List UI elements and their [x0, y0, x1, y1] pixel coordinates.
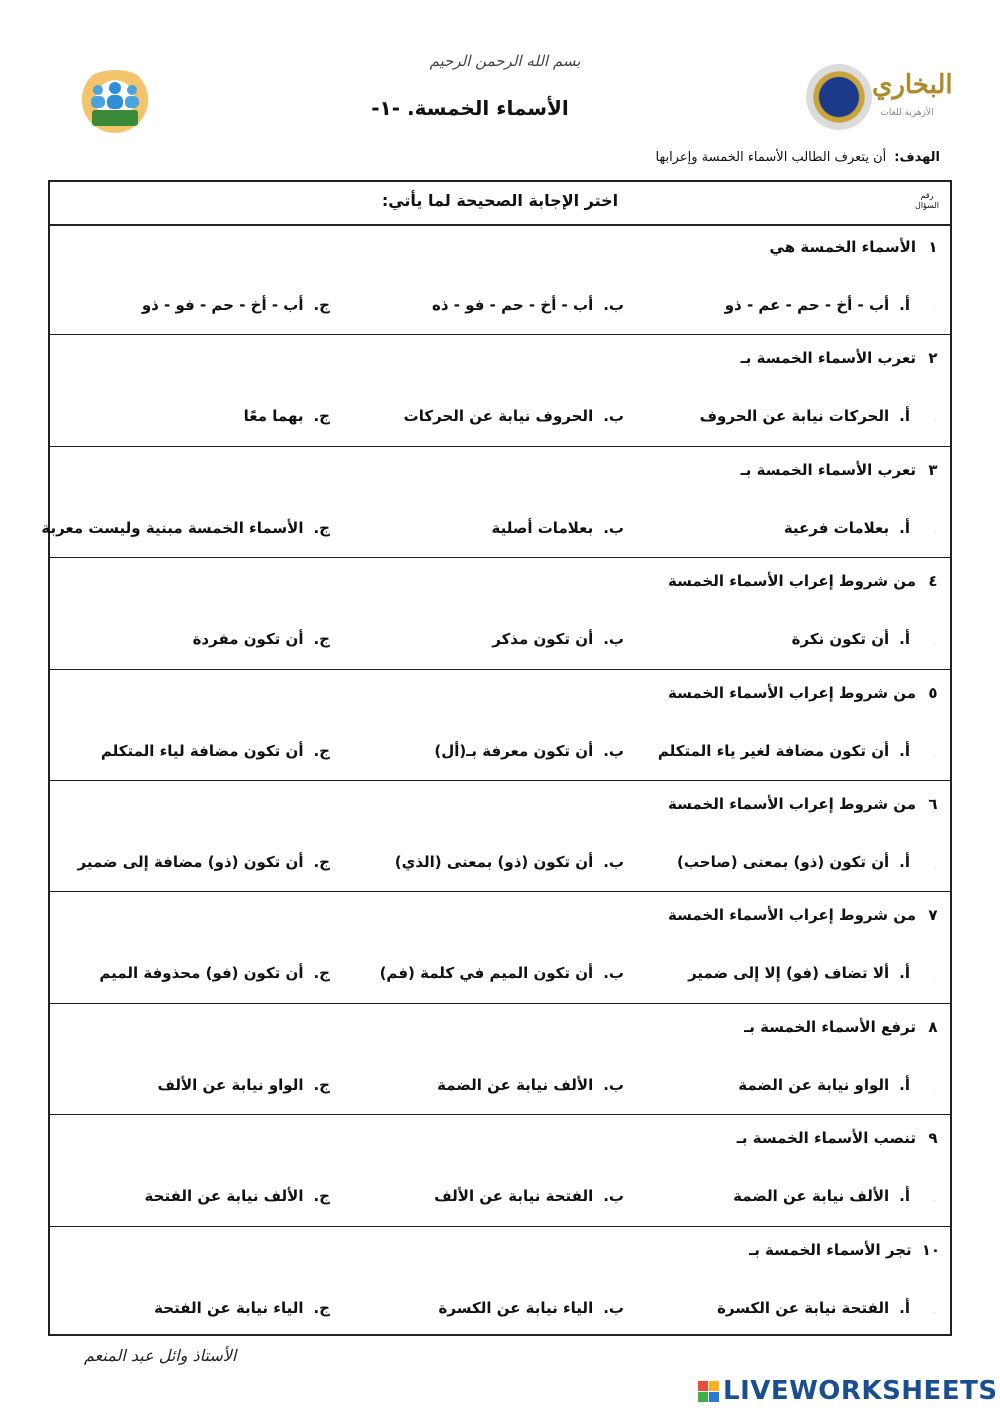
option-c[interactable] [99, 964, 330, 982]
people-icon [86, 82, 144, 110]
option-text: بعلامات أصلية [491, 518, 594, 537]
answer-marker-icon: · [933, 1308, 936, 1318]
option-text: أن تكون مذكر [492, 630, 594, 649]
option-letter: ج. [313, 296, 330, 314]
option-letter: ب. [603, 1298, 624, 1317]
question-stem [741, 349, 940, 367]
option-text: الياء نيابة عن الفتحة [154, 1298, 304, 1317]
question-text: من شروط إعراب الأسماء الخمسة [667, 683, 916, 702]
option-text: الأسماء الخمسة مبنية وليست معربة [41, 518, 304, 537]
question-number: ٤ [928, 572, 938, 591]
option-letter: ج. [313, 1075, 330, 1094]
question-stem [668, 572, 940, 590]
goal-label: الهدف: [894, 150, 940, 165]
option-text: أن تكون نكرة [791, 630, 890, 649]
question-stem [668, 684, 940, 702]
option-c[interactable] [142, 296, 330, 314]
option-text: الفتحة نيابة عن الكسرة [717, 1298, 890, 1317]
option-b[interactable] [439, 1299, 624, 1317]
institute-logo-text: البخاري [872, 70, 953, 100]
option-c[interactable] [154, 1299, 330, 1317]
question-row [41, 447, 950, 558]
answer-marker-icon: · [933, 528, 936, 538]
option-text: أن تكون (ذو) مضافة إلى ضمير [77, 853, 304, 871]
answer-marker-icon: · [933, 417, 936, 427]
question-number: ١٠ [921, 1240, 940, 1259]
school-logo-left [72, 70, 158, 136]
option-text: الحركات نيابة عن الحروف [699, 407, 890, 426]
option-letter: أ. [899, 1298, 910, 1317]
option-c[interactable] [41, 519, 330, 537]
option-text: الألف نيابة عن الفتحة [144, 1187, 304, 1206]
question-text: من شروط إعراب الأسماء الخمسة [667, 906, 916, 925]
option-c[interactable] [244, 407, 330, 425]
option-letter: أ. [899, 853, 910, 871]
option-text: الألف نيابة عن الضمة [733, 1187, 890, 1206]
option-text: أن تكون معرفة بـ(أل) [434, 741, 594, 760]
option-b[interactable] [432, 296, 624, 314]
option-a[interactable] [792, 630, 910, 648]
question-stem [737, 1129, 940, 1147]
option-b[interactable] [492, 630, 624, 648]
option-text: الواو نيابة عن الضمة [738, 1075, 890, 1094]
option-c[interactable] [158, 1076, 331, 1094]
option-text: أن تكون مضافة لياء المتكلم [100, 741, 304, 760]
option-letter: أ. [899, 741, 910, 760]
question-stem [668, 906, 940, 924]
page-title: الأسماء الخمسة. -١- [371, 96, 569, 120]
option-letter: أ. [899, 518, 910, 537]
liveworksheets-brand: LIVEWORKSHEETS [723, 1376, 998, 1406]
option-c[interactable] [145, 1187, 330, 1205]
instruction: اختر الإجابة الصحيحة لما يأتي: [381, 191, 619, 210]
option-a[interactable] [700, 407, 910, 425]
option-letter: ب. [603, 741, 624, 760]
option-a[interactable] [784, 519, 910, 537]
question-stem [744, 1018, 940, 1036]
question-number: ٩ [928, 1129, 938, 1148]
question-row [50, 1115, 950, 1226]
option-b[interactable] [434, 742, 624, 760]
option-a[interactable] [738, 1076, 910, 1094]
option-text: أب - أخ - حم - فو - ذو [141, 296, 304, 314]
question-number: ٢ [928, 349, 938, 368]
liveworksheets-icon [698, 1381, 719, 1402]
option-letter: ب. [603, 296, 624, 314]
option-letter: ج. [313, 964, 330, 983]
question-row [50, 1227, 950, 1338]
option-c[interactable] [193, 630, 330, 648]
option-text: أب - أخ - حم - فو - ذه [432, 296, 594, 314]
option-letter: ب. [603, 407, 624, 426]
option-a[interactable] [677, 853, 910, 871]
option-letter: أ. [899, 1187, 910, 1206]
option-text: أن تكون الميم في كلمة (فم) [379, 964, 594, 983]
option-letter: ج. [313, 1187, 330, 1206]
teacher-signature: الأستاذ وائل عبد المنعم [84, 1346, 237, 1365]
option-a[interactable] [717, 1299, 910, 1317]
question-text: ترفع الأسماء الخمسة بـ [744, 1017, 916, 1036]
question-stem [741, 461, 940, 479]
option-text: الألف نيابة عن الضمة [437, 1075, 594, 1094]
option-b[interactable] [492, 519, 624, 537]
option-text: بعلامات فرعية [783, 518, 890, 537]
answer-marker-icon: · [933, 306, 936, 315]
question-number: ٣ [928, 460, 938, 479]
goal-text: أن يتعرف الطالب الأسماء الخمسة وإعرابها [655, 150, 887, 165]
option-text: أب - أخ - حم - عم - ذو [724, 296, 890, 314]
book-icon [92, 110, 138, 126]
question-stem [749, 1241, 940, 1259]
question-row [50, 1004, 950, 1115]
option-letter: ب. [603, 853, 624, 871]
question-number: ١ [928, 238, 938, 256]
option-letter: ب. [603, 630, 624, 649]
answer-marker-icon: · [933, 1197, 936, 1207]
question-stem [770, 238, 940, 256]
option-b[interactable] [437, 1076, 624, 1094]
question-text: تعرب الأسماء الخمسة بـ [740, 460, 916, 479]
option-letter: ب. [603, 964, 624, 983]
option-text: أن تكون (ذو) بمعنى (صاحب) [677, 853, 890, 871]
answer-marker-icon: · [933, 863, 936, 872]
question-number: ٧ [928, 906, 938, 925]
option-a[interactable] [688, 964, 910, 982]
question-row [50, 781, 950, 892]
questions-table [41, 180, 952, 1336]
option-text: بهما معًا [243, 407, 304, 426]
option-a[interactable] [733, 1187, 910, 1205]
question-text: الأسماء الخمسة هي [769, 238, 916, 256]
question-number-label: رقم السؤال [915, 191, 939, 210]
answer-marker-icon: · [933, 751, 936, 761]
option-c[interactable] [101, 742, 330, 760]
option-b[interactable] [434, 1187, 624, 1205]
option-letter: ج. [313, 741, 330, 760]
option-letter: أ. [899, 964, 910, 983]
option-letter: ب. [603, 1187, 624, 1206]
option-letter: ج. [313, 1298, 330, 1317]
question-text: من شروط إعراب الأسماء الخمسة [667, 572, 916, 591]
liveworksheets-logo [698, 1376, 998, 1406]
option-text: الفتحة نيابة عن الألف [434, 1187, 594, 1206]
option-text: أن تكون (فو) محذوفة الميم [99, 964, 304, 983]
goal-line [656, 150, 941, 165]
option-letter: أ. [899, 1075, 910, 1094]
question-text: تجر الأسماء الخمسة بـ [749, 1240, 912, 1259]
answer-marker-icon: · [933, 1085, 936, 1095]
option-text: أن تكون مضافة لغير ياء المتكلم [657, 741, 890, 760]
option-letter: أ. [899, 630, 910, 649]
option-c[interactable] [78, 853, 330, 871]
option-a[interactable] [658, 742, 910, 760]
question-text: من شروط إعراب الأسماء الخمسة [667, 795, 916, 813]
question-row [50, 224, 950, 335]
answer-marker-icon: · [933, 974, 936, 984]
option-letter: ب. [603, 1075, 624, 1094]
option-a[interactable] [725, 296, 910, 314]
option-b[interactable] [380, 964, 624, 982]
option-text: الحروف نيابة عن الحركات [403, 407, 594, 426]
option-letter: ج. [313, 407, 330, 426]
option-letter: أ. [899, 296, 910, 314]
option-letter: ج. [313, 518, 330, 537]
option-letter: ج. [313, 630, 330, 649]
question-stem [668, 795, 940, 813]
institute-logo-emblem [806, 64, 872, 130]
question-row [50, 335, 950, 446]
option-text: أن تكون مفردة [192, 630, 304, 649]
option-letter: ج. [313, 853, 330, 871]
answer-marker-icon: · [933, 640, 936, 650]
question-number: ٦ [928, 795, 938, 813]
table-header [50, 182, 950, 226]
option-text: أن تكون (ذو) بمعنى (الذي) [394, 853, 594, 871]
option-b[interactable] [395, 853, 624, 871]
question-row [50, 892, 950, 1003]
option-letter: ب. [603, 518, 624, 537]
question-text: تنصب الأسماء الخمسة بـ [736, 1129, 916, 1148]
question-number: ٥ [928, 683, 938, 702]
basmala: بسم الله الرحمن الرحيم [429, 52, 581, 70]
option-letter: أ. [899, 407, 910, 426]
option-text: الياء نيابة عن الكسرة [438, 1298, 594, 1317]
option-b[interactable] [404, 407, 624, 425]
question-row [50, 558, 950, 669]
institute-logo-subtext: الأزهرية للغات [880, 108, 934, 118]
question-number: ٨ [928, 1017, 938, 1036]
option-text: ألا تضاف (فو) إلا إلى ضمير [688, 964, 890, 983]
question-row [50, 670, 950, 781]
option-text: الواو نيابة عن الألف [157, 1075, 304, 1094]
question-text: تعرب الأسماء الخمسة بـ [740, 349, 916, 368]
